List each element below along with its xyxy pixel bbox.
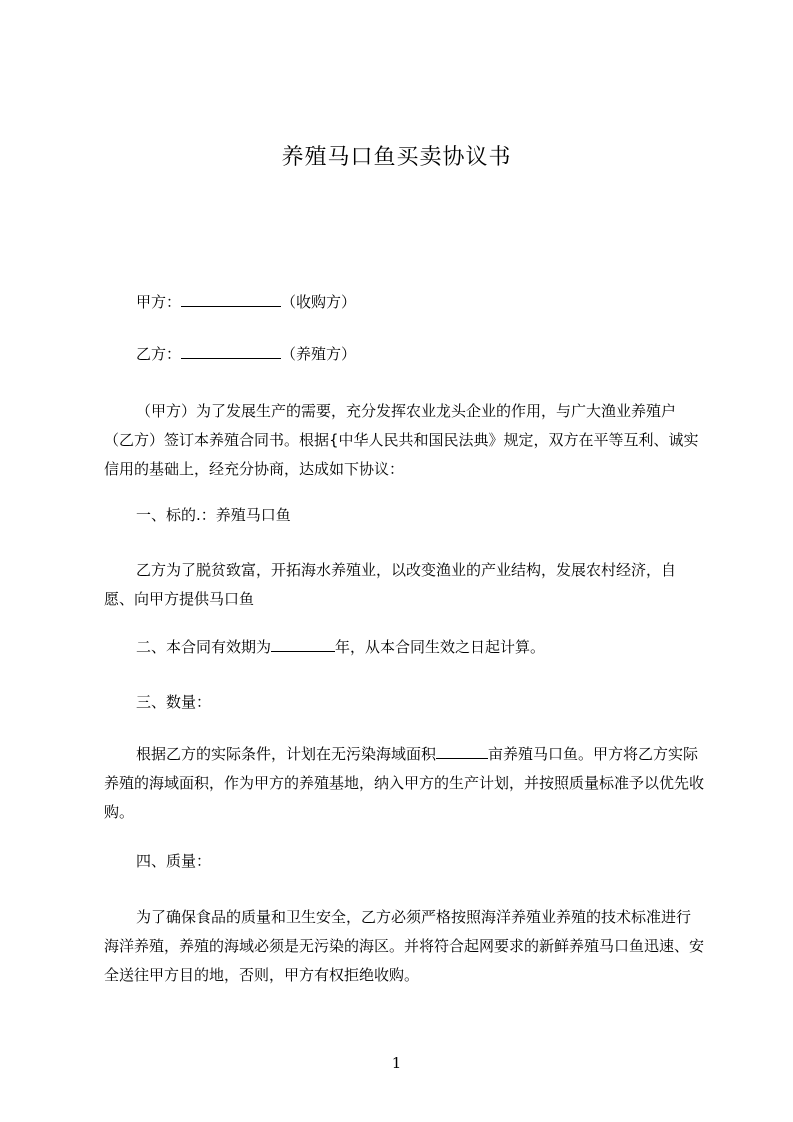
intro-paragraph: （甲方）为了发展生产的需要，充分发挥农业龙头企业的作用，与广大渔业养殖户（乙方）签订本养殖合同书。根据{中华人民共和国民法典》规定，双方在平等互利、诚实信用的基础上，经充分协商，达成如下协议： (104, 402, 699, 478)
party-a-role: （收购方） (281, 293, 357, 311)
section2-suffix: 年，从本合同生效之日起计算。 (335, 638, 546, 656)
section2-prefix: 二、本合同有效期为 (136, 638, 272, 656)
document-title: 养殖马口鱼买卖协议书 (281, 145, 512, 170)
section1-heading: 一、标的.：养殖马口鱼 (136, 506, 291, 524)
section4-body: 为了确保食品的质量和卫生安全，乙方必须严格按照海洋养殖业养殖的技术标准进行海洋养殖，养殖的海域必须是无污染的海区。并将符合起网要求的新鲜养殖马口鱼迅速、安全送往甲方目的地，否则，甲方有权拒绝收购。 (104, 908, 705, 984)
section2-years-blank (271, 633, 335, 652)
section2-line (136, 633, 545, 662)
party-a-label: 甲方： (136, 293, 182, 311)
section4-heading: 四、质量： (136, 852, 212, 870)
party-b-line (136, 340, 356, 369)
section3-heading: 三、数量： (136, 693, 212, 711)
section3-body (104, 740, 704, 827)
section3-suffix: 亩养殖马口鱼。甲方将乙方实际养殖的海域面积，作为甲方的养殖基地，纳入甲方的生产计划，并按照质量标准予以优先收购。 (104, 745, 705, 821)
section3-prefix: 根据乙方的实际条件，计划在无污染海域面积 (136, 745, 437, 763)
party-b-blank (181, 340, 281, 359)
section1-body: 乙方为了脱贫致富，开拓海水养殖业，以改变渔业的产业结构，发展农村经济，自愿、向甲方提供马口鱼 (104, 561, 677, 608)
party-a-blank (181, 288, 281, 307)
party-b-label: 乙方： (136, 345, 182, 363)
party-b-role: （养殖方） (281, 345, 357, 363)
party-a-line (136, 288, 356, 317)
section3-area-blank (436, 740, 488, 759)
page-number: 1 (391, 1054, 402, 1072)
